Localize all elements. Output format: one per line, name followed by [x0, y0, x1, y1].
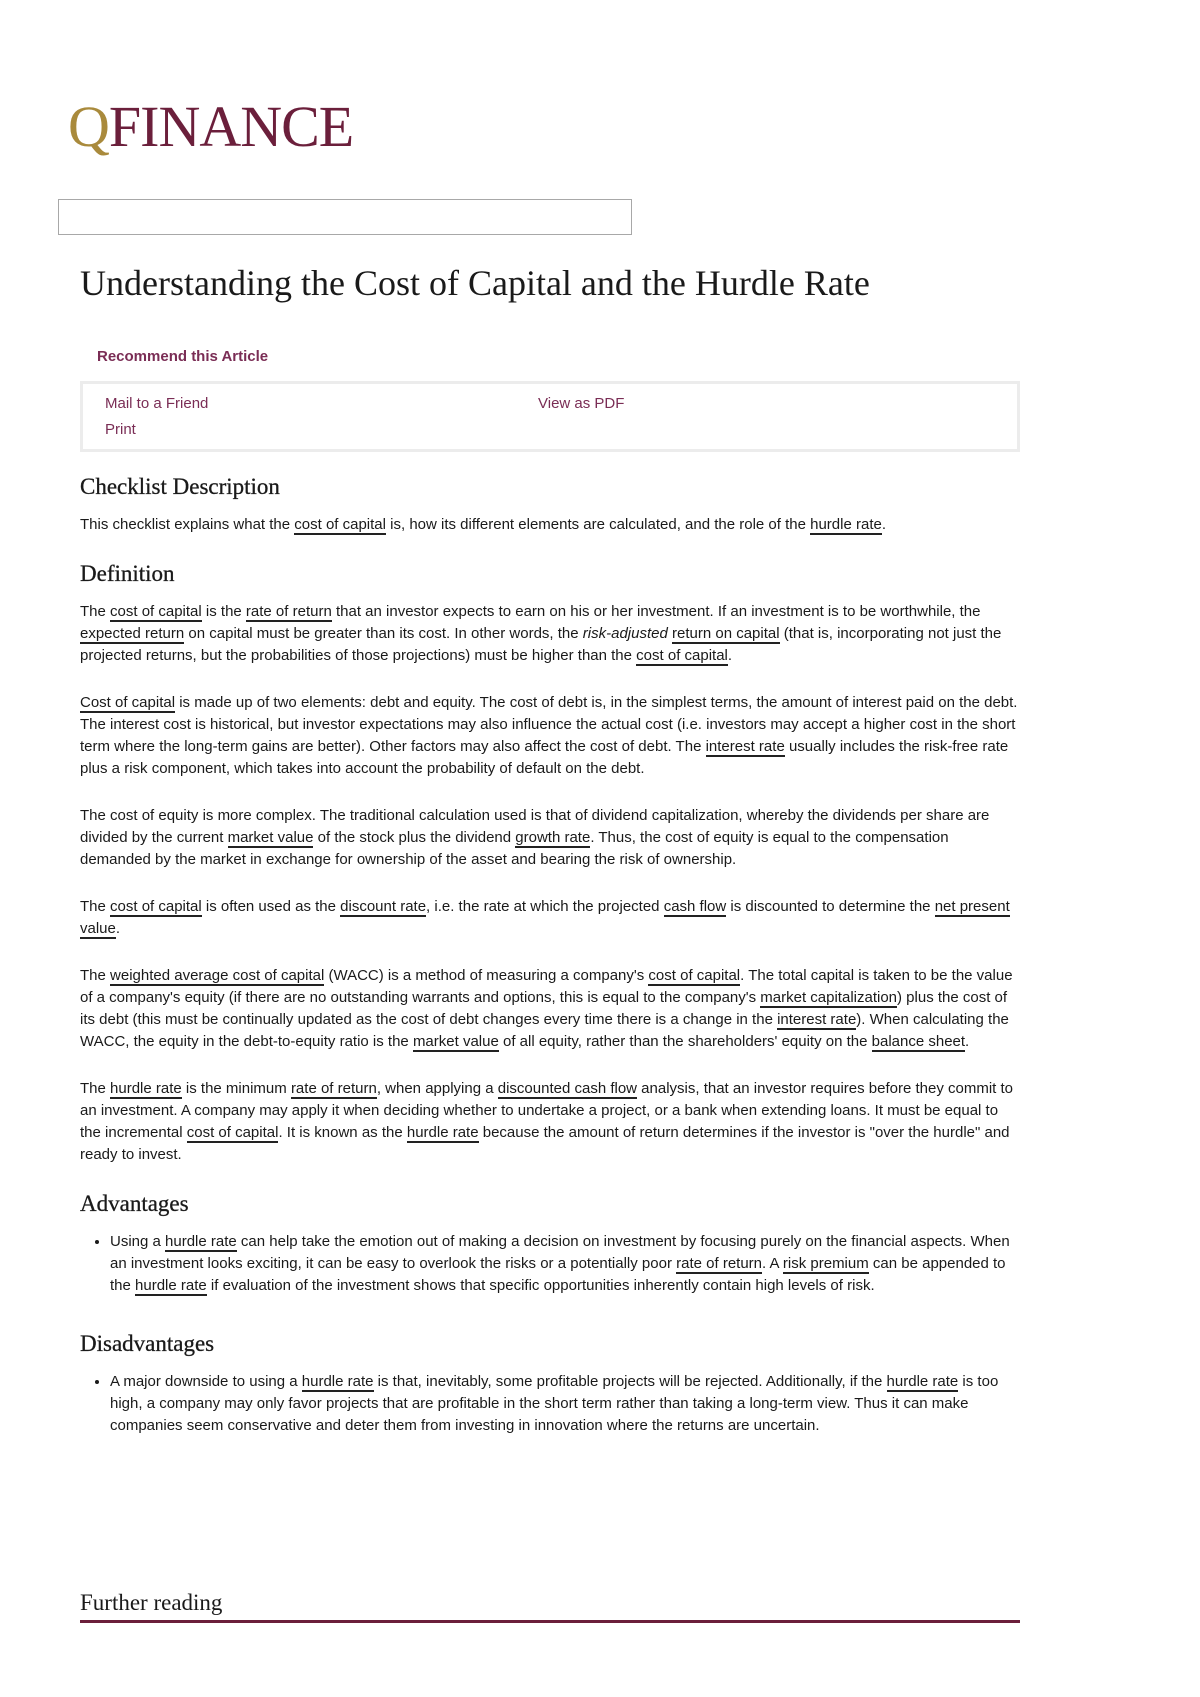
disadvantages-list [80, 1371, 1020, 1437]
view-as-pdf-link[interactable]: View as PDF [538, 395, 625, 413]
glossary-link[interactable]: hurdle rate [886, 1373, 959, 1391]
glossary-link[interactable]: hurdle rate [810, 516, 882, 534]
glossary-link[interactable]: net present value [80, 898, 1010, 938]
glossary-link[interactable]: growth rate [515, 829, 591, 847]
mail-to-friend-link[interactable]: Mail to a Friend [105, 395, 209, 413]
glossary-link[interactable]: hurdle rate [135, 1277, 207, 1295]
definition-heading: Definition [80, 561, 175, 587]
glossary-link[interactable]: cost of capital [110, 898, 202, 916]
logo-q: Q [68, 94, 109, 159]
glossary-link[interactable]: risk premium [782, 1255, 869, 1273]
glossary-link[interactable]: Cost of capital [80, 694, 176, 712]
glossary-link[interactable]: return on capital [672, 625, 780, 643]
glossary-link[interactable]: rate of return [245, 603, 332, 621]
definition-paragraph: The weighted average cost of capital (WACC) is a method of measuring a company's cost of capital. The total capital is taken to be the value of a company's equity (if there are no outstanding warrants and options, this is equal to the company's market capitalization) plus the cost of its debt (this must be continually updated as the cost of debt changes every time there is a change in the interest rate). When calculating the WACC, the equity in the debt-to-equity ratio is the market value of all equity, rather than the shareholders' equity on the balance sheet. [80, 967, 1013, 1051]
definition-paragraph: The cost of capital is often used as the discount rate, i.e. the rate at which the projected cash flow is discounted to determine the net present value. [80, 898, 1010, 938]
further-reading-heading: Further reading [80, 1590, 223, 1615]
glossary-link[interactable]: interest rate [705, 738, 785, 756]
list-item: • A major downside to using a hurdle rate is that, inevitably, some profitable projects will be rejected. Additionally, if the hurdle rate is too high, a company may only favor projects that are profitable in the short term rather than taking a long-term view. Thus it can make companies seem conservative and deter them from investing in innovation where the returns are uncertain. [110, 1371, 1020, 1437]
list-item: • Using a hurdle rate can help take the emotion out of making a decision on investment by focusing purely on the financial aspects. When an investment looks exciting, it can be easy to overlook the risks or a potentially poor rate of return. A risk premium can be appended to the hurdle rate if evaluation of the investment shows that specific opportunities inherently contain high levels of risk. [110, 1231, 1020, 1297]
glossary-link[interactable]: cost of capital [636, 647, 728, 665]
glossary-link[interactable]: cash flow [663, 898, 727, 916]
recommend-article-link[interactable]: Recommend this Article [97, 348, 269, 366]
glossary-link[interactable]: market value [227, 829, 314, 847]
search-input[interactable] [58, 199, 632, 235]
glossary-link[interactable]: market value [412, 1033, 499, 1051]
advantages-heading: Advantages [80, 1191, 189, 1217]
glossary-link[interactable]: interest rate [777, 1011, 857, 1029]
glossary-link[interactable]: rate of return [290, 1080, 377, 1098]
advantages-list [80, 1231, 1020, 1297]
glossary-link[interactable]: cost of capital [294, 516, 386, 534]
further-reading [80, 1590, 1020, 1623]
glossary-link[interactable]: weighted average cost of capital [110, 967, 325, 985]
definition-paragraph: The cost of equity is more complex. The traditional calculation used is that of dividend capitalization, whereby the dividends per share are divided by the current market value of the stock plus the dividend growth rate. Thus, the cost of equity is equal to the compensation demanded by the market in exchange for ownership of the asset and bearing the risk of ownership. [80, 807, 990, 869]
glossary-link[interactable]: cost of capital [110, 603, 202, 621]
glossary-link[interactable]: discount rate [340, 898, 427, 916]
article [80, 262, 1020, 1457]
glossary-link[interactable]: hurdle rate [165, 1233, 237, 1251]
qfinance-logo[interactable] [68, 94, 354, 159]
glossary-link[interactable]: hurdle rate [110, 1080, 182, 1098]
definition-paragraph: Cost of capital is made up of two elements: debt and equity. The cost of debt is, in the simplest terms, the amount of interest paid on the debt. The interest cost is historical, but investor expectations may also influence the actual cost (i.e. investors may accept a higher cost in the short term where the long-term gains are better). Other factors may also affect the cost of debt. The interest rate usually includes the risk-free rate plus a risk component, which takes into account the probability of default on the debt. [80, 694, 1018, 778]
share-box [80, 381, 1020, 452]
disadvantages-heading: Disadvantages [80, 1331, 215, 1357]
glossary-link[interactable]: expected return [80, 625, 185, 643]
checklist-paragraph: This checklist explains what the cost of capital is, how its different elements are calculated, and the role of the hurdle rate. [80, 516, 887, 534]
logo-finance: FINANCE [108, 94, 354, 159]
page-title: Understanding the Cost of Capital and the Hurdle Rate [80, 263, 870, 303]
glossary-link[interactable]: hurdle rate [406, 1124, 479, 1142]
print-link[interactable]: Print [105, 421, 136, 439]
glossary-link[interactable]: cost of capital [648, 967, 741, 985]
definition-paragraph: The cost of capital is the rate of return that an investor expects to earn on his or her investment. If an investment is to be worthwhile, the expected return on capital must be greater than its cost. In other words, the risk-adjusted return on capital (that is, incorporating not just the projected returns, but the probabilities of those projections) must be higher than the cost of capital. [80, 603, 1002, 665]
definition-paragraph: The hurdle rate is the minimum rate of return, when applying a discounted cash flow analysis, that an investor requires before they commit to an investment. A company may apply it when deciding whether to undertake a project, or a bank when extending loans. It must be equal to the incremental cost of capital. It is known as the hurdle rate because the amount of return determines if the investor is "over the hurdle" and ready to invest. [80, 1080, 1014, 1164]
glossary-link[interactable]: hurdle rate [301, 1373, 374, 1391]
glossary-link[interactable]: discounted cash flow [497, 1080, 637, 1098]
glossary-link[interactable]: rate of return [676, 1255, 763, 1273]
glossary-link[interactable]: cost of capital [186, 1124, 279, 1142]
section-divider [80, 1620, 1020, 1623]
checklist-heading: Checklist Description [80, 474, 280, 500]
glossary-link[interactable]: market capitalization [760, 989, 898, 1007]
glossary-link[interactable]: balance sheet [871, 1033, 966, 1051]
